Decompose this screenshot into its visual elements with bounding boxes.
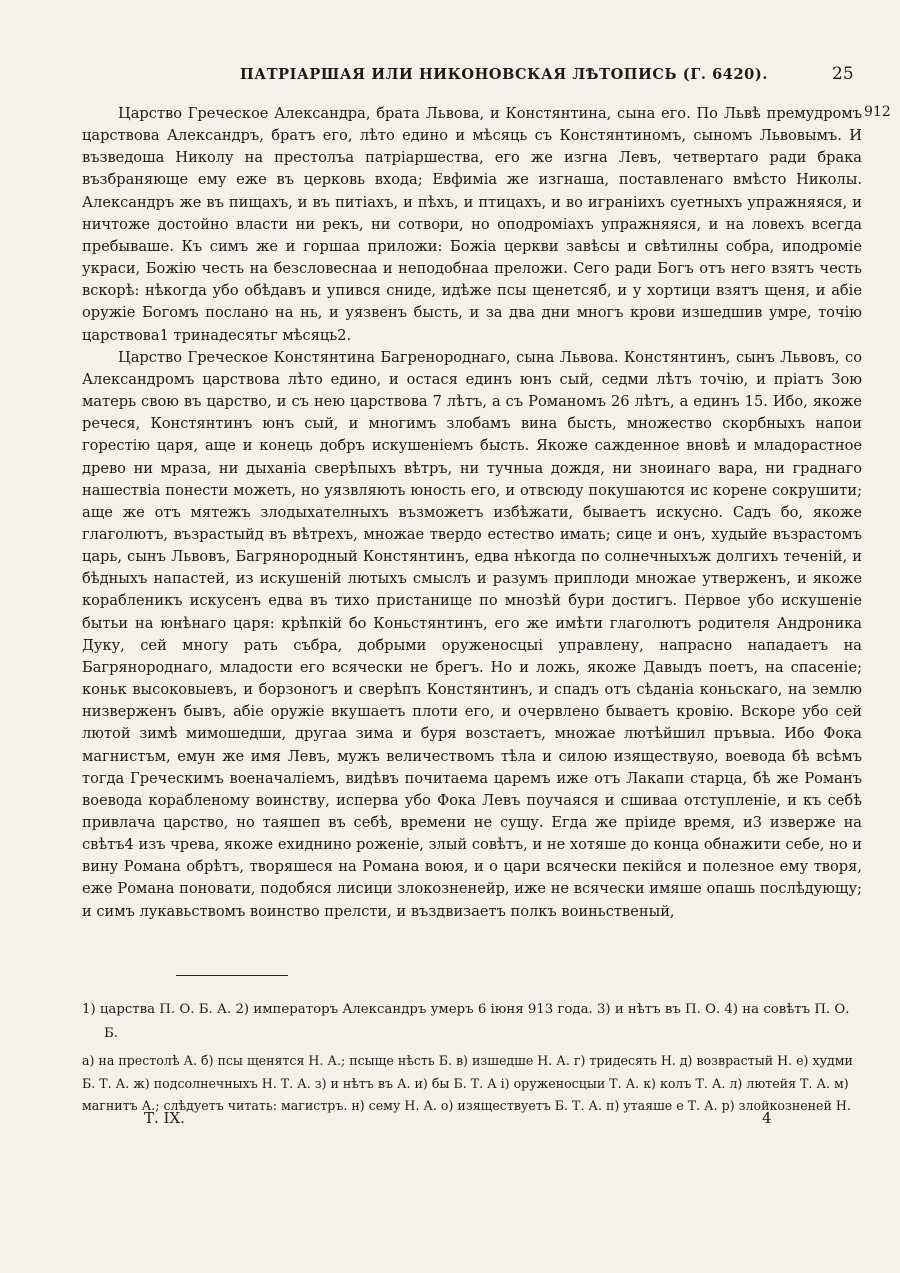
paragraph-2: Царство Греческое Констянтина Багренороднаго, сына Львова. Констянтинъ, сынъ Львовъ, со Александромъ царствова лѣто едино, и остася единъ юнъ сый, седми лѣтъ точію, и пріатъ Зою матерь свою въ царство, и съ нею царствова 7 лѣтъ, а съ Романомъ 26 лѣтъ, а единъ 15. Ибо, якоже речеся, Констянтинъ юнъ сый, и многимъ злобамъ вина бысть, множество скорбныхъ напои горестію царя, аще и конець добръ искушеніемъ бысть. Якоже сажденное вновѣ и младорастное древо ни мраза, ни дыханіа сверѣпыхъ вѣтръ, ни тучныа дождя, ни зноинаго вара, ни граднаго нашествіа понести можеть, но уязвляють юность его, и отвсюду покушаются ис корене сокрушити; аще же отъ мятежъ злодыхателныхъ възможетъ избѣжати, бываетъ искусно. Садъ бо, якоже глаголютъ, възрастыйд въ вѣтрехъ, множае твердо естество имать; сице и онъ, худыйе възрастомъ царь, сынъ Львовъ, Багрянородный Констянтинъ, едва нѣкогда по солнечныхъж долгихъ теченій, и бѣдныхъ напастей, из искушеній лютыхъ смыслъ и разумъ приплоди множае утверженъ, и якоже корабленикъ искусенъ едва въ тихо пристанище по мнозѣй бури достигъ. Первое убо искушеніе бытьи на юнѣнаго царя: крѣпкій бо Коньстянтинъ, его же имѣти глаголютъ родителя Андроника Дуку, сей многу рать събра, добрыми оруженосцыі управлену, напрасно нападаетъ на Багрянороднаго, младости его всячески не брегъ. Но и ложь, якоже Давыдъ поетъ, на спасеніе; коньк высоковыевъ, и борзоногъ и сверѣпъ Констянтинъ, и спадъ отъ сѣданіа коньскаго, на землю низверженъ бывъ, абіе оружіе вкушаетъ плоти его, и очервлено бываетъ кровію. Вскоре убо сей лютой зимѣ мимошедши, другаа зима и буря возстаетъ, множае лютѣйшил пръвыа. Ибо Фока магнистъм, емун же имя Левъ, мужъ величествомъ тѣла и силою изяществуяо, воевода бѣ всѣмъ тогда Греческимъ военачаліемъ, видѣвъ почитаема царемъ иже отъ Лакапи старца, бѣ же Романъ воевода корабленому воинству, исперва убо Фока Левъ поучаяся и сшиваа отступленіе, и къ себѣ привлача царство, но таяшеп въ себѣ, времени не сущу. Егда же пріиде время, и3 изверже на свѣтъ4 изъ чрева, якоже ехиднино роженіе, злый совѣтъ, и не хотяше до конца обнажити себе, но и вину Романа обрѣтъ, творяшеся на Романа воюя, и о цари всячески пекійся и полезное ему творя, еже Романа поновати, подобяся лисици злокозненейр, иже не всячески имяше опашь послѣдующу; и симъ лукавьствомъ воинство прелсти, и въздвизаетъ полкъ воиньственый, <box>82 348 862 920</box>
margin-year: 912 <box>864 104 891 120</box>
editor-footnote-text: а) на престолѣ А. б) псы щенятся Н. А.; псыще нѣсть Б. в) изшедше Н. А. г) тридесять Н. д) возврастый Н. е) худми Б. Т. А. ж) подсолнечныхъ Н. Т. А. з) и нѣтъ въ А. и) бы Б. Т. А і) оруженосцыи Т. А. к) колъ Т. А. л) лютейя Т. А. м) магнитъ А.; слѣдуетъ читать: магистръ. н) сему Н. А. о) изяществуетъ Б. Т. А. п) утаяше е Т. А. р) злойкозненей Н. <box>82 1053 853 1113</box>
editor-footnotes <box>82 1050 862 1118</box>
signature-mark: 4 <box>762 1109 772 1127</box>
page-number: 25 <box>832 64 854 84</box>
running-title: ПАТРІАРШАЯ ИЛИ НИКОНОВСКАЯ ЛѢТОПИСЬ (Г. 6420). <box>240 66 768 83</box>
volume-label: Т. IX. <box>144 1109 185 1127</box>
paragraph-1: Царство Греческое Александра, брата Львова, и Констянтина, сына его. По Львѣ премудромъ царствова Александръ, братъ его, лѣто едино и мѣсяць съ Констянтиномъ, сыномъ Львовымъ. И възведоша Николу на престолъа патріаршества, его же изгна Левъ, четвертаго ради брака възбраняюще ему еже въ церковь входа; Евфиміа же изгнаша, поставленаго вмѣсто Николы. Александръ же въ пищахъ, и въ питіахъ, и пѣхъ, и птицахъ, и во играніихъ суетныхъ упражняяся, и ничтоже достойно власти ни рекъ, ни сотвори, но оподроміахъ упражняяся, и на ловехъ всегда пребываше. Къ симъ же и горшаа приложи: Божіа церкви завѣсы и свѣтилны собра, иподроміе украси, Божію честь на безсловеснаа и неподобнаа преложи. Сего ради Богъ отъ него взятъ честь вскорѣ: нѣкогда убо обѣдавъ и упився сниде, идѣже псы щенетсяб, и у хортици взятъ щеня, и абіе оружіе Богомъ послано на нь, и уязвенъ бысть, и за два дни многъ крови изшедшив умре, точію царствова1 тринадесятьг мѣсяць2. <box>82 105 862 344</box>
main-text <box>82 103 862 923</box>
footnote-divider <box>176 975 288 976</box>
author-footnotes <box>82 998 862 1046</box>
author-footnote-text: 1) царства П. О. Б. А. 2) императоръ Александръ умеръ 6 іюня 913 года. 3) и нѣтъ въ П. О. 4) на совѣтъ П. О. Б. <box>82 1002 850 1041</box>
